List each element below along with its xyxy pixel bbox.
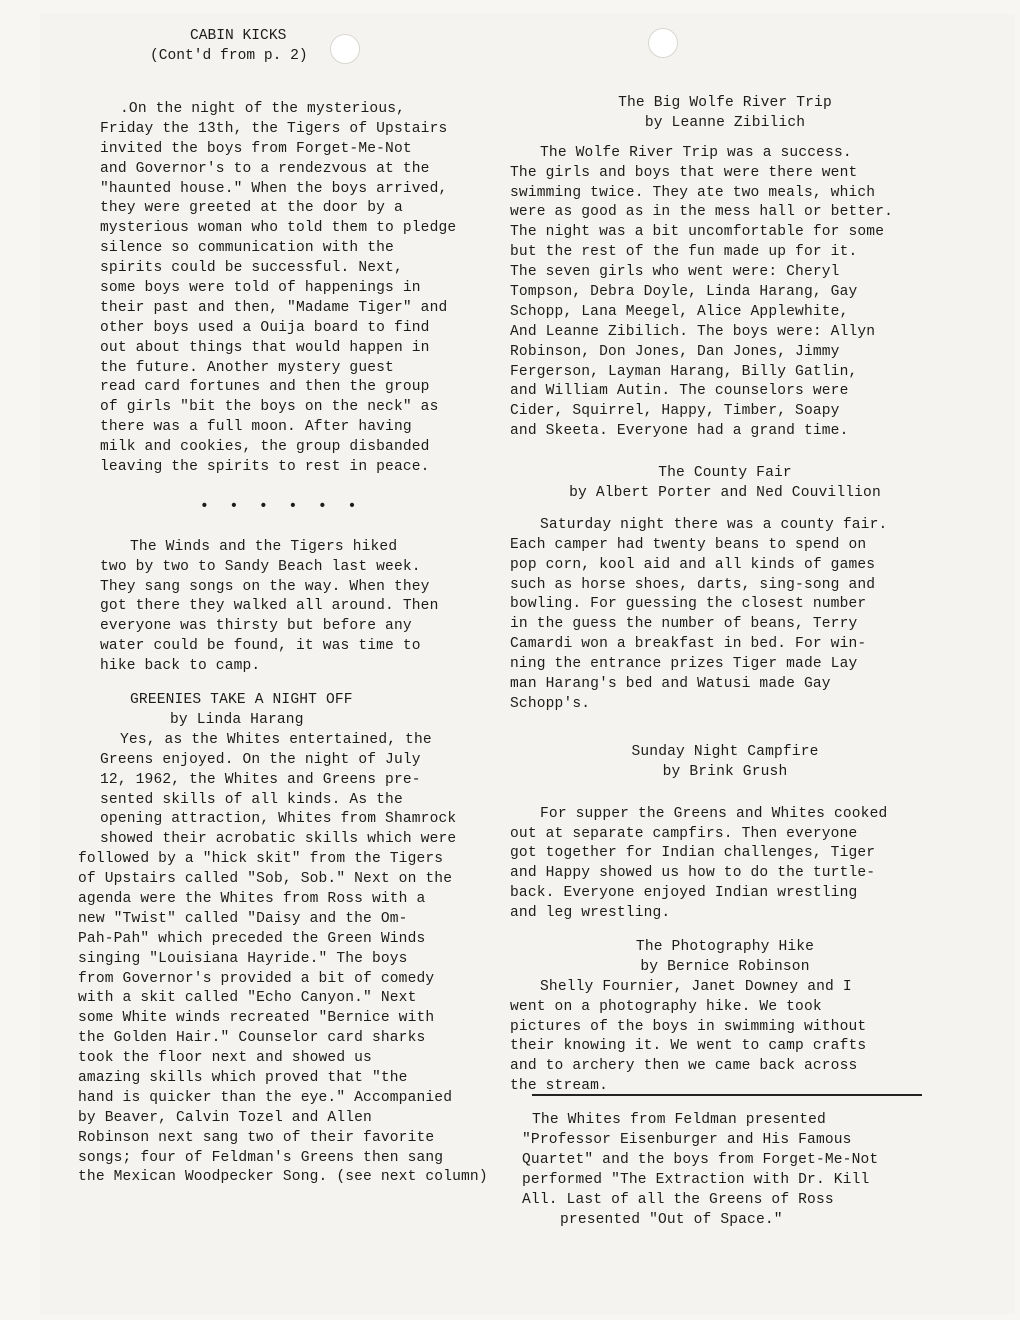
story-line: The Wolfe River Trip was a success. (540, 144, 852, 161)
county-fair-byline: by Albert Porter and Ned Couvillion (569, 485, 881, 502)
column-divider-rule (532, 1094, 922, 1096)
story-line: back. Everyone enjoyed Indian wrestling (510, 885, 858, 902)
story-line: the future. Another mystery guest (100, 359, 394, 376)
story-line: new "Twist" called "Daisy and the Om- (78, 910, 408, 927)
story-line: and leg wrestling. (510, 905, 671, 922)
story-line: and Governor's to a rendezvous at the (100, 160, 430, 177)
story-line: they were greeted at the door by a (100, 200, 403, 217)
story-line: by Beaver, Calvin Tozel and Allen (78, 1109, 372, 1126)
story-line: Each camper had twenty beans to spend on (510, 536, 867, 553)
story-line: The night was a bit uncomfortable for some (510, 224, 885, 241)
story-line: opening attraction, Whites from Shamrock (100, 811, 457, 828)
photo-hike-title: The Photography Hike (635, 938, 815, 955)
right-column (510, 94, 940, 1230)
spacer (510, 134, 940, 144)
story-line: The Winds and the Tigers hiked (130, 538, 398, 555)
punch-hole-left (330, 34, 360, 64)
story-line: Shelly Fournier, Janet Downey and I (540, 978, 852, 995)
story-line: Tompson, Debra Doyle, Linda Harang, Gay (510, 284, 858, 301)
story-line: in the guess the number of beans, Terry (510, 616, 858, 633)
story-line: were as good as in the mess hall or better. (510, 204, 894, 221)
spacer (510, 924, 940, 938)
story-line: their knowing it. We went to camp crafts (510, 1038, 867, 1055)
story-line: silence so communication with the (100, 240, 394, 257)
story-line: read card fortunes and then the group (100, 379, 430, 396)
story-line: agenda were the Whites from Ross with a (78, 890, 426, 907)
story-line: and to archery then we came back across (510, 1058, 858, 1075)
continuation-line: Quartet" and the boys from Forget-Me-Not (522, 1151, 879, 1168)
story-line: with a skit called "Echo Canyon." Next (78, 990, 417, 1007)
story-line: of Upstairs called "Sob, Sob." Next on the (78, 871, 453, 888)
cabin-kicks-title: CABIN KICKS (190, 28, 287, 44)
story-line: out about things that would happen in (100, 339, 430, 356)
story-line: 12, 1962, the Whites and Greens pre- (100, 771, 421, 788)
continuation-line: "Professor Eisenburger and His Famous (522, 1131, 852, 1148)
story-line: invited the boys from Forget-Me-Not (100, 140, 412, 157)
story-line: The girls and boys that were there went (510, 164, 858, 181)
story-line: from Governor's provided a bit of comedy (78, 970, 435, 987)
story-line: and Happy showed us how to do the turtle- (510, 865, 876, 882)
story-line: Robinson, Don Jones, Dan Jones, Jimmy (510, 343, 840, 360)
story-line: and William Autin. The counselors were (510, 383, 849, 400)
spacer (510, 1097, 940, 1111)
story-line: Greens enjoyed. On the night of July (100, 751, 421, 768)
story-line: spirits could be successful. Next, (100, 260, 403, 277)
story-line: got there they walked all around. Then (100, 598, 439, 615)
story-line: showed their acrobatic skills which were (100, 831, 457, 848)
story-line: They sang songs on the way. When they (100, 578, 430, 595)
story-line: went on a photography hike. We took (510, 998, 822, 1015)
story-line: the Golden Hair." Counselor card sharks (78, 1030, 426, 1047)
story-line: out at separate campfirs. Then everyone (510, 825, 858, 842)
story-line: the stream. (510, 1078, 608, 1095)
story-line: but the rest of the fun made up for it. (510, 244, 858, 261)
story-line: the Mexican Woodpecker Song. (see next column) (78, 1169, 488, 1186)
greenies-byline: by Linda Harang (170, 711, 304, 728)
story-line: .On the night of the mysterious, (120, 101, 406, 117)
story-line: everyone was thirsty but before any (100, 618, 412, 635)
photo-hike-byline: by Bernice Robinson (640, 958, 810, 975)
story-line: some White winds recreated "Bernice with (78, 1010, 435, 1027)
spacer (510, 715, 940, 743)
story-line: Pah-Pah" which preceded the Green Winds (78, 930, 426, 947)
spacer (100, 677, 520, 691)
story-line: leaving the spirits to rest in peace. (100, 459, 430, 476)
wolfe-river-byline: by Leanne Zibilich (644, 114, 806, 131)
story-line: such as horse shoes, darts, sing-song and (510, 576, 876, 593)
story-line: amazing skills which proved that "the (78, 1069, 408, 1086)
story-line: Fergerson, Layman Harang, Billy Gatlin, (510, 363, 858, 380)
spacer (510, 504, 940, 516)
story-line: hand is quicker than the eye." Accompanied (78, 1089, 453, 1106)
section-divider-dots: • • • • • • (200, 498, 363, 515)
campfire-byline: by Brink Grush (662, 763, 788, 780)
cabin-kicks-continued-note: (Cont'd from p. 2) (150, 48, 308, 64)
story-line: took the floor next and showed us (78, 1050, 372, 1067)
story-line: hike back to camp. (100, 658, 261, 675)
story-line: two by two to Sandy Beach last week. (100, 558, 421, 575)
spacer (100, 478, 520, 498)
story-line: Saturday night there was a county fair. (540, 516, 888, 533)
continuation-line: The Whites from Feldman presented (532, 1112, 826, 1129)
story-line: man Harang's bed and Watusi made Gay (510, 676, 831, 693)
story-line: bowling. For guessing the closest number (510, 596, 867, 613)
greenies-title: GREENIES TAKE A NIGHT OFF (130, 692, 353, 709)
story-line: and Skeeta. Everyone had a grand time. (510, 423, 849, 440)
story-line: there was a full moon. After having (100, 419, 412, 436)
left-column (78, 100, 520, 1188)
story-line: swimming twice. They ate two meals, which (510, 184, 876, 201)
story-line: sented skills of all kinds. As the (100, 791, 403, 808)
county-fair-title: The County Fair (658, 465, 792, 482)
campfire-title: Sunday Night Campfire (631, 743, 819, 760)
story-line: mysterious woman who told them to pledge (100, 220, 457, 237)
story-line: Cider, Squirrel, Happy, Timber, Soapy (510, 403, 840, 420)
story-line: followed by a "hick skit" from the Tigers (78, 851, 444, 868)
story-line: water could be found, it was time to (100, 638, 421, 655)
story-line: Robinson next sang two of their favorite (78, 1129, 435, 1146)
story-line: The seven girls who went were: Cheryl (510, 264, 840, 281)
story-line: Friday the 13th, the Tigers of Upstairs (100, 120, 448, 137)
spacer (100, 518, 520, 538)
story-line: other boys used a Ouija board to find (100, 319, 430, 336)
story-line: singing "Louisiana Hayride." The boys (78, 950, 408, 967)
story-line: some boys were told of happenings in (100, 280, 421, 297)
story-line: And Leanne Zibilich. The boys were: Allyn (510, 323, 876, 340)
punch-hole-right (648, 28, 678, 58)
story-line: of girls "bit the boys on the neck" as (100, 399, 439, 416)
story-line: pop corn, kool aid and all kinds of games (510, 556, 876, 573)
continuation-line: presented "Out of Space." (560, 1211, 783, 1228)
story-line: songs; four of Feldman's Greens then sang (78, 1149, 444, 1166)
spacer (510, 783, 940, 805)
story-line: their past and then, "Madame Tiger" and (100, 299, 448, 316)
story-line: Camardi won a breakfast in bed. For win- (510, 636, 867, 653)
story-line: ning the entrance prizes Tiger made Lay (510, 656, 858, 673)
story-line: pictures of the boys in swimming without (510, 1018, 867, 1035)
story-line: got together for Indian challenges, Tiger (510, 845, 876, 862)
story-line: Schopp, Lana Meegel, Alice Applewhite, (510, 303, 849, 320)
story-line: Schopp's. (510, 695, 591, 712)
story-line: For supper the Greens and Whites cooked (540, 805, 888, 822)
spacer (510, 442, 940, 464)
continuation-line: All. Last of all the Greens of Ross (522, 1191, 834, 1208)
story-line: Yes, as the Whites entertained, the (120, 731, 432, 748)
wolfe-river-title: The Big Wolfe River Trip (618, 95, 832, 111)
continuation-line: performed "The Extraction with Dr. Kill (522, 1171, 870, 1188)
story-line: milk and cookies, the group disbanded (100, 439, 430, 456)
story-line: "haunted house." When the boys arrived, (100, 180, 448, 197)
